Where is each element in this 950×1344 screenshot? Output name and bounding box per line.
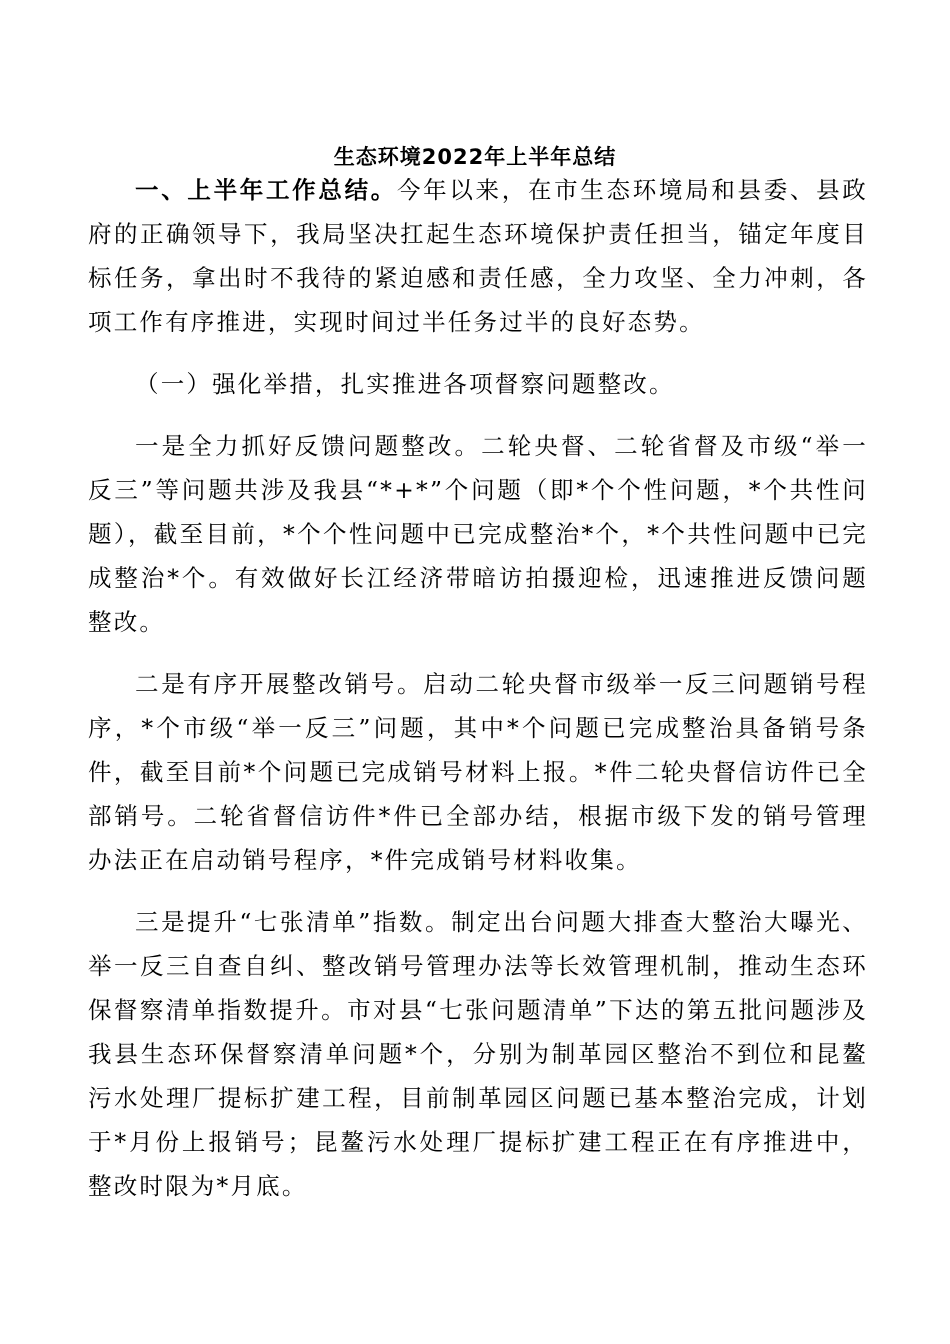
document-title: 生态环境2022年上半年总结	[333, 145, 617, 169]
paragraph-2: 二是有序开展整改销号。启动二轮央督市级举一反三问题销号程序，*个市级“举一反三”问题，其中*个问题已完成整治具备销号条件，截至目前*个问题已完成销号材料上报。*件二轮央督信访件已全部销号。二轮省督信访件*件已全部办结，根据市级下发的销号管理办法正在启动销号程序，*件完成销号材料收集。	[88, 670, 868, 874]
subsection-1-heading: （一）强化举措，扎实推进各项督察问题整改。	[135, 370, 675, 398]
paragraph-3: 三是提升“七张清单”指数。制定出台问题大排查大整治大曝光、举一反三自查自纠、整改销号管理办法等长效管理机制，推动生态环保督察清单指数提升。市对县“七张问题清单”下达的第五批问题涉及我县生态环保督察清单问题*个，分别为制革园区整治不到位和昆鳌污水处理厂提标扩建工程，目前制革园区问题已基本整治完成，计划于*月份上报销号；昆鳌污水处理厂提标扩建工程正在有序推进中，整改时限为*月底。	[88, 908, 868, 1200]
document-body	[88, 168, 868, 1226]
section-1-heading: 一、上半年工作总结。	[135, 176, 397, 204]
section-1-text: 今年以来，在市生态环境局和县委、县政府的正确领导下，我局坚决扛起生态环境保护责任担当，锚定年度目标任务，拿出时不我待的紧迫感和责任感，全力攻坚、全力冲刺，各项工作有序推进，实现时间过半任务过半的良好态势。	[88, 176, 868, 336]
section-1-paragraph	[88, 168, 868, 344]
paragraph-1: 一是全力抓好反馈问题整改。二轮央督、二轮省督及市级“举一反三”等问题共涉及我县“*+*”个问题（即*个个性问题，*个共性问题），截至目前，*个个性问题中已完成整治*个，*个共性问题中已完成整治*个。有效做好长江经济带暗访拍摄迎检，迅速推进反馈问题整改。	[88, 432, 868, 636]
